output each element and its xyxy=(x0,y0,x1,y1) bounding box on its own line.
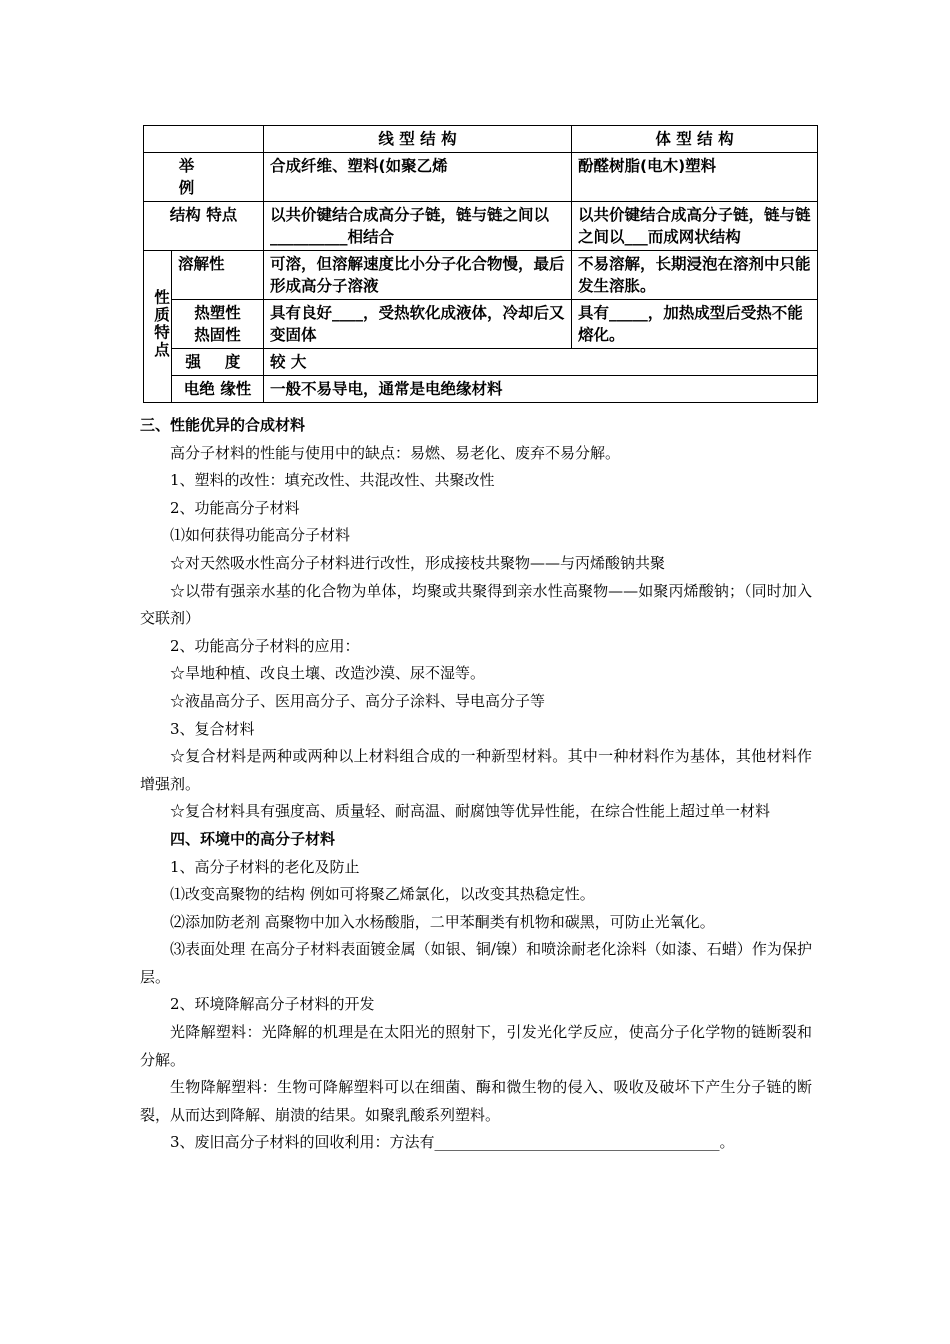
thermal-linear: 具有良好____，受热软化成液体，冷却后又变固体 xyxy=(264,300,572,349)
paragraph: ⑵添加防老剂 高聚物中加入水杨酸脂，二甲苯酮类有机物和碳黑，可防止光氧化。 xyxy=(170,912,715,931)
paragraph: ☆对天然吸水性高分子材料进行改性，形成接枝共聚物——与丙烯酸钠共聚 xyxy=(170,553,666,572)
paragraph: 2、功能高分子材料 xyxy=(170,498,300,517)
structure-comparison-table xyxy=(143,125,818,403)
paragraph: 1、高分子材料的老化及防止 xyxy=(170,857,360,876)
example-network: 酚醛树脂(电木)塑料 xyxy=(572,153,818,202)
row-label-insulation: 电绝 缘性 xyxy=(172,376,264,403)
row-label-strength: 强 度 xyxy=(172,349,264,376)
paragraph: ⑴改变高聚物的结构 例如可将聚乙烯氯化，以改变其热稳定性。 xyxy=(170,885,595,904)
table-row-insulation xyxy=(144,376,818,403)
label-thermoplastic: 热塑性 xyxy=(194,304,241,322)
table-corner-cell xyxy=(144,126,264,153)
paragraph: 3、复合材料 xyxy=(170,719,255,738)
paragraph: 高分子材料的性能与使用中的缺点：易燃、易老化、废弃不易分解。 xyxy=(170,443,621,462)
label-thermoset: 热固性 xyxy=(194,326,241,344)
table-row-solubility xyxy=(144,251,818,300)
table-row-thermal xyxy=(144,300,818,349)
strength-value: 较 大 xyxy=(264,349,818,376)
paragraph: ☆复合材料是两种或两种以上材料组合成的一种新型材料。其中一种材料作为基体，其他材料作增强剂。 xyxy=(140,747,812,793)
structure-network: 以共价键结合成高分子链，链与链之间以___而成网状结构 xyxy=(572,202,818,251)
property-group-text: 性质特点 xyxy=(152,288,170,359)
section-heading: 四、环境中的高分子材料 xyxy=(170,829,336,848)
paragraph: ⑶表面处理 在高分子材料表面镀金属（如银、铜/镍）和喷涂耐老化涂料（如漆、石蜡）作为保护层。 xyxy=(140,940,812,986)
paragraph: ☆液晶高分子、医用高分子、高分子涂料、导电高分子等 xyxy=(170,691,546,710)
table-row-example xyxy=(144,153,818,202)
paragraph: ☆旱地种植、改良土壤、改造沙漠、尿不湿等。 xyxy=(170,664,486,683)
thermal-network: 具有_____，加热成型后受热不能熔化。 xyxy=(572,300,818,349)
insulation-value: 一般不易导电，通常是电绝缘材料 xyxy=(264,376,818,403)
solubility-linear: 可溶，但溶解速度比小分子化合物慢，最后形成高分子溶液 xyxy=(264,251,572,300)
paragraph: 2、环境降解高分子材料的开发 xyxy=(170,995,375,1014)
paragraph: 2、功能高分子材料的应用： xyxy=(170,636,360,655)
row-label-solubility: 溶解性 xyxy=(172,251,264,300)
paragraph: 1、塑料的改性：填充改性、共混改性、共聚改性 xyxy=(170,471,495,490)
solubility-network: 不易溶解，长期浸泡在溶剂中只能发生溶胀。 xyxy=(572,251,818,300)
row-label-example: 举 例 xyxy=(144,153,264,202)
paragraph: 3、废旧高分子材料的回收利用：方法有______________________________________。 xyxy=(170,1133,735,1152)
row-label-thermal xyxy=(172,300,264,349)
property-group-label xyxy=(144,251,172,403)
table-header-row xyxy=(144,126,818,153)
paragraph: 光降解塑料：光降解的机理是在太阳光的照射下，引发光化学反应，使高分子化学物的链断裂和分解。 xyxy=(140,1023,812,1069)
document-body xyxy=(140,412,812,1157)
row-label-structure: 结构 特点 xyxy=(144,202,264,251)
table-row-strength xyxy=(144,349,818,376)
paragraph: ⑴如何获得功能高分子材料 xyxy=(170,526,351,545)
example-linear: 合成纤维、塑料(如聚乙烯 xyxy=(264,153,572,202)
header-linear-structure: 线 型 结 构 xyxy=(264,126,572,153)
paragraph: ☆复合材料具有强度高、质量轻、耐高温、耐腐蚀等优异性能，在综合性能上超过单一材料 xyxy=(170,802,771,821)
paragraph: 生物降解塑料：生物可降解塑料可以在细菌、酶和微生物的侵入、吸收及破坏下产生分子链的断裂，从而达到降解、崩溃的结果。如聚乳酸系列塑料。 xyxy=(140,1078,812,1124)
table-row-structure xyxy=(144,202,818,251)
header-network-structure: 体 型 结 构 xyxy=(572,126,818,153)
structure-linear: 以共价键结合成高分子链，链与链之间以__________相结合 xyxy=(264,202,572,251)
section-heading: 三、性能优异的合成材料 xyxy=(140,416,306,434)
paragraph: ☆以带有强亲水基的化合物为单体，均聚或共聚得到亲水性高聚物——如聚丙烯酸钠；（同时加入交联剂） xyxy=(140,581,812,628)
